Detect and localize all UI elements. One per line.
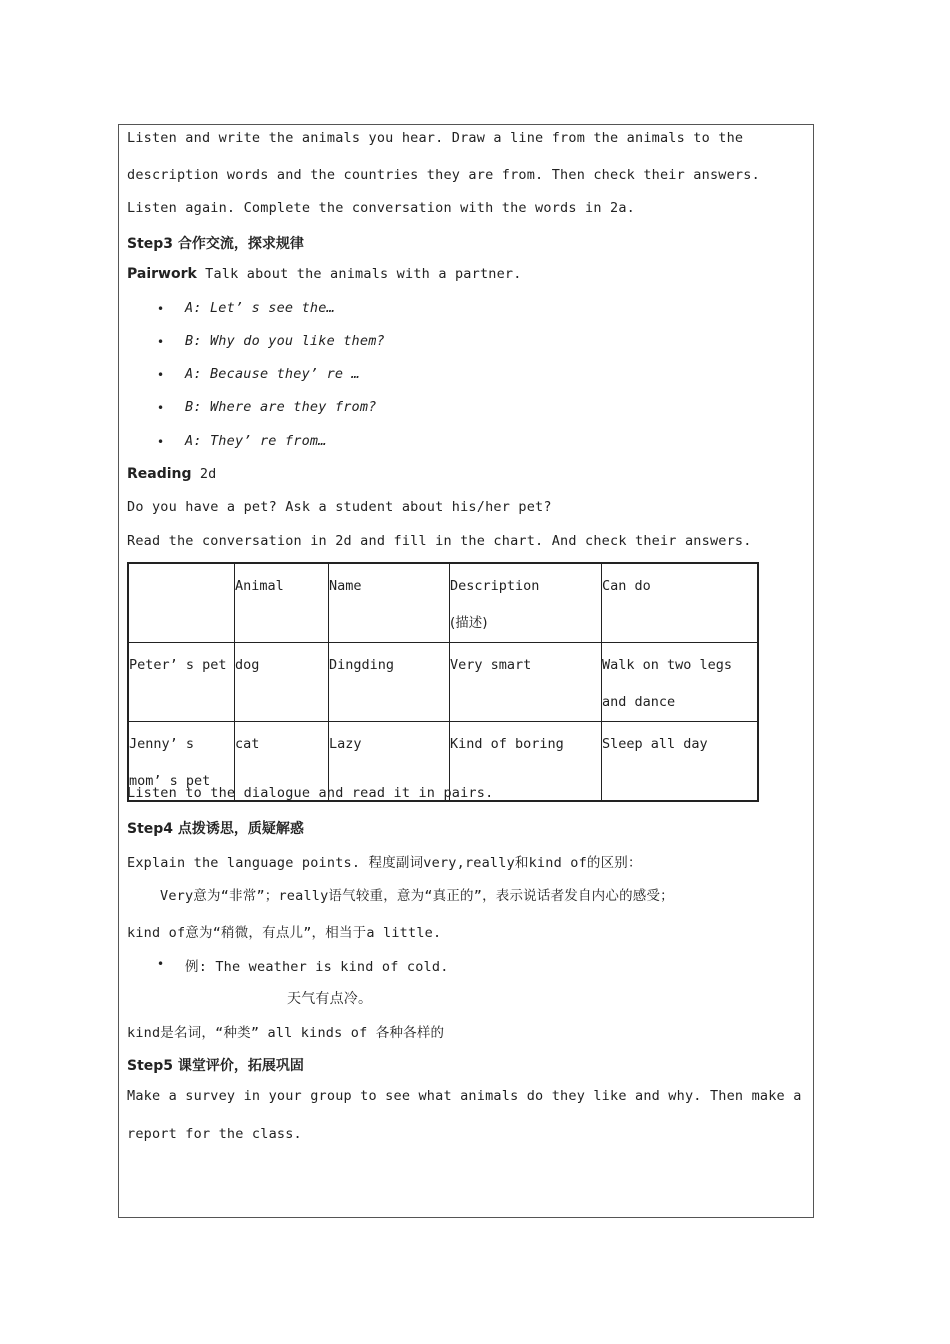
step3-heading: Step3 合作交流，探求规律 (127, 236, 304, 252)
cell-line: mom’ s pet (129, 773, 211, 789)
table-cell (128, 563, 235, 643)
description-header: Description (450, 578, 540, 594)
example-line: 例: The weather is kind of cold. (185, 959, 449, 975)
text-line: Make a survey in your group to see what animals do they like and why. Then make a (127, 1088, 802, 1104)
cell-line: Walk on two legs (602, 657, 733, 673)
table-cell: Can do (602, 563, 759, 643)
text-line: Explain the language points. 程度副词very,really和kind of的区别： (127, 855, 642, 871)
example-translation: 天气有点冷。 (287, 991, 373, 1007)
reading-text: 2d (191, 466, 217, 482)
pairwork-line (127, 266, 522, 282)
table-cell: cat (235, 722, 329, 802)
pairwork-text: Talk about the animals with a partner. (196, 266, 522, 282)
table-cell: dog (235, 643, 329, 722)
text-line: Very意为“非常”；really语气较重，意为“真正的”，表示说话者发自内心的感受； (160, 888, 674, 904)
bullet-icon: • (157, 368, 165, 382)
bullet-icon: • (157, 957, 165, 971)
text-line: Listen to the dialogue and read it in pairs. (127, 785, 494, 801)
dialogue-line: B: Why do you like them? (185, 333, 385, 349)
text-line: kind of意为“稍微，有点儿”，相当于a little. (127, 925, 442, 941)
table-cell: Kind of boring (450, 722, 602, 802)
step4-heading: Step4 点拨诱思，质疑解惑 (127, 821, 304, 837)
bullet-icon: • (157, 335, 165, 349)
text-line: Read the conversation in 2d and fill in the chart. And check their answers. (127, 533, 752, 549)
cell-line: and dance (602, 694, 676, 710)
step5-heading: Step5 课堂评价，拓展巩固 (127, 1058, 304, 1074)
text-line: report for the class. (127, 1126, 302, 1142)
table-cell (450, 563, 602, 643)
pet-chart (127, 562, 759, 802)
table-cell: Dingding (329, 643, 450, 722)
pairwork-label: Pairwork (127, 266, 197, 282)
dialogue-line: A: Because they’ re … (185, 366, 360, 382)
bullet-icon: • (157, 302, 165, 316)
reading-label: Reading (127, 466, 192, 482)
table-cell: Lazy (329, 722, 450, 802)
table-row (128, 643, 758, 722)
text-line: description words and the countries they are from. Then check their answers. (127, 167, 760, 183)
table-cell: Peter’ s pet (128, 643, 235, 722)
table-header-row (128, 563, 758, 643)
dialogue-line: B: Where are they from? (185, 399, 377, 415)
bullet-icon: • (157, 401, 165, 415)
text-line: Do you have a pet? Ask a student about his/her pet? (127, 499, 552, 515)
text-line: Listen and write the animals you hear. Draw a line from the animals to the (127, 130, 744, 146)
table-cell: Animal (235, 563, 329, 643)
table-cell: Name (329, 563, 450, 643)
text-line: kind是名词，“种类” all kinds of 各种各样的 (127, 1025, 445, 1041)
dialogue-line: A: Let’ s see the… (185, 300, 335, 316)
text-line: Listen again. Complete the conversation with the words in 2a. (127, 200, 635, 216)
bullet-icon: • (157, 435, 165, 449)
description-header-sub: (描述) (450, 615, 488, 631)
table-cell (602, 643, 759, 722)
reading-line (127, 466, 217, 482)
dialogue-line: A: They’ re from… (185, 433, 327, 449)
table-cell: Very smart (450, 643, 602, 722)
cell-line: Jenny’ s (129, 736, 195, 752)
table-cell: Sleep all day (602, 722, 759, 802)
